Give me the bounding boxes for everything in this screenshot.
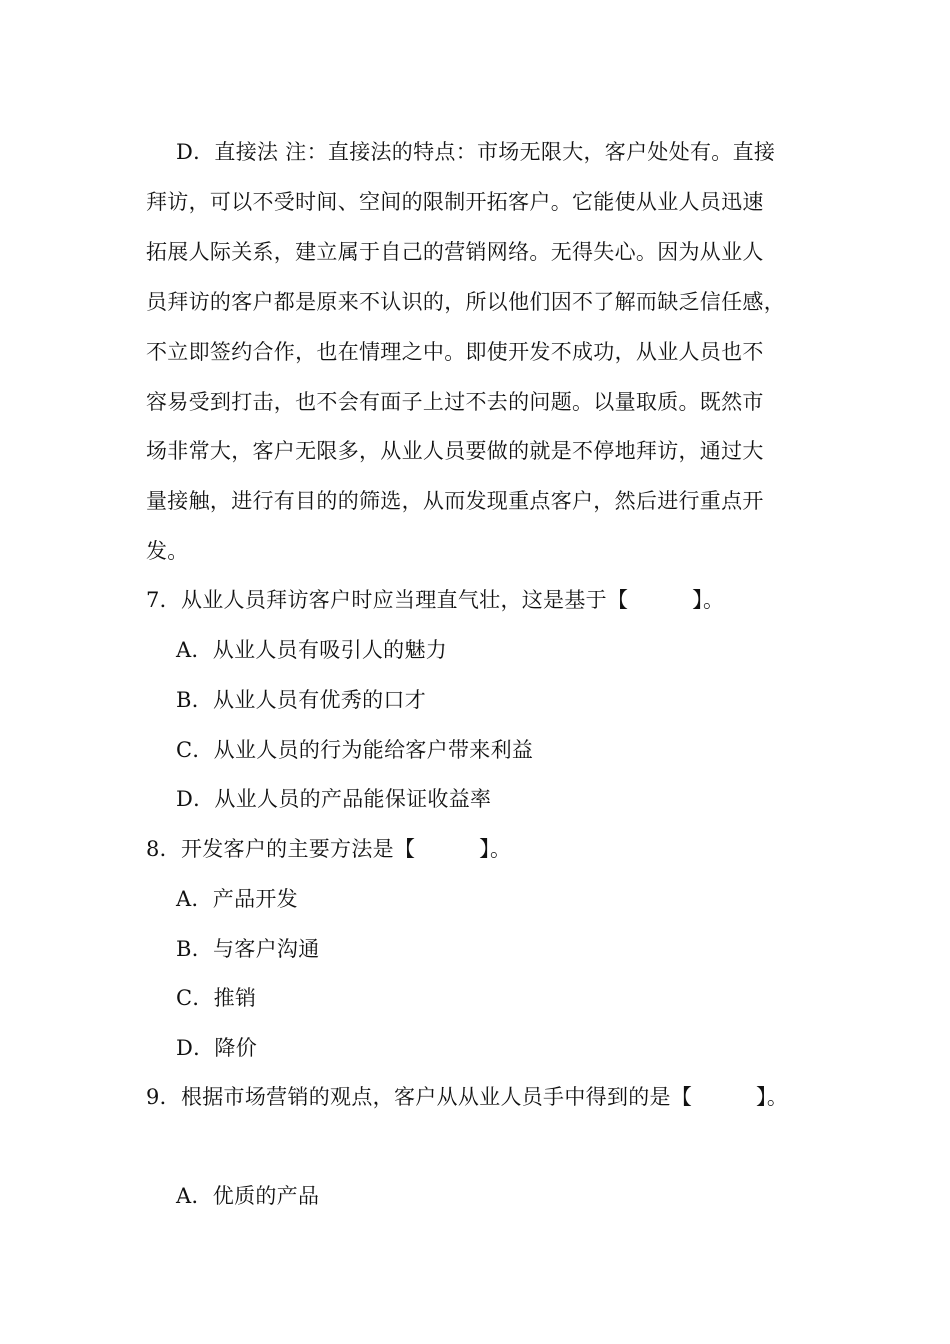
paragraph-line: 员拜访的客户都是原来不认识的，所以他们因不了解而缺乏信任感， [146,290,785,314]
question-7-option-b: B．从业人员有优秀的口才 [176,688,427,712]
question-7-option-a: A．从业人员有吸引人的魅力 [176,638,448,662]
paragraph-line: 发。 [146,539,189,563]
paragraph-line: 场非常大，客户无限多，从业人员要做的就是不停地拜访，通过大 [146,439,764,463]
question-7-option-d: D．从业人员的产品能保证收益率 [176,787,492,811]
paragraph-line: 拜访，可以不受时间、空间的限制开拓客户。它能使从业人员迅速 [146,190,764,214]
question-9-option-a: A．优质的产品 [176,1184,320,1208]
paragraph-line: 容易受到打击，也不会有面子上过不去的问题。以量取质。既然市 [146,390,764,414]
paragraph-line: D．直接法 注：直接法的特点：市场无限大，客户处处有。直接 [176,140,776,164]
question-8-option-d: D．降价 [176,1036,258,1060]
question-7-option-c: C．从业人员的行为能给客户带来利益 [176,738,534,762]
question-8-stem: 8．开发客户的主要方法是【 】。 [146,837,512,861]
question-8-option-c: C．推销 [176,986,257,1010]
question-7-stem: 7．从业人员拜访客户时应当理直气壮，这是基于【 】。 [146,588,725,612]
paragraph-line: 不立即签约合作，也在情理之中。即使开发不成功，从业人员也不 [146,340,764,364]
paragraph-line: 量接触，进行有目的的筛选，从而发现重点客户，然后进行重点开 [146,489,764,513]
question-9-stem: 9．根据市场营销的观点，客户从从业人员手中得到的是【 】。 [146,1085,789,1109]
paragraph-line: 拓展人际关系，建立属于自己的营销网络。无得失心。因为从业人 [146,240,764,264]
question-8-option-b: B．与客户沟通 [176,937,320,961]
question-8-option-a: A．产品开发 [176,887,298,911]
